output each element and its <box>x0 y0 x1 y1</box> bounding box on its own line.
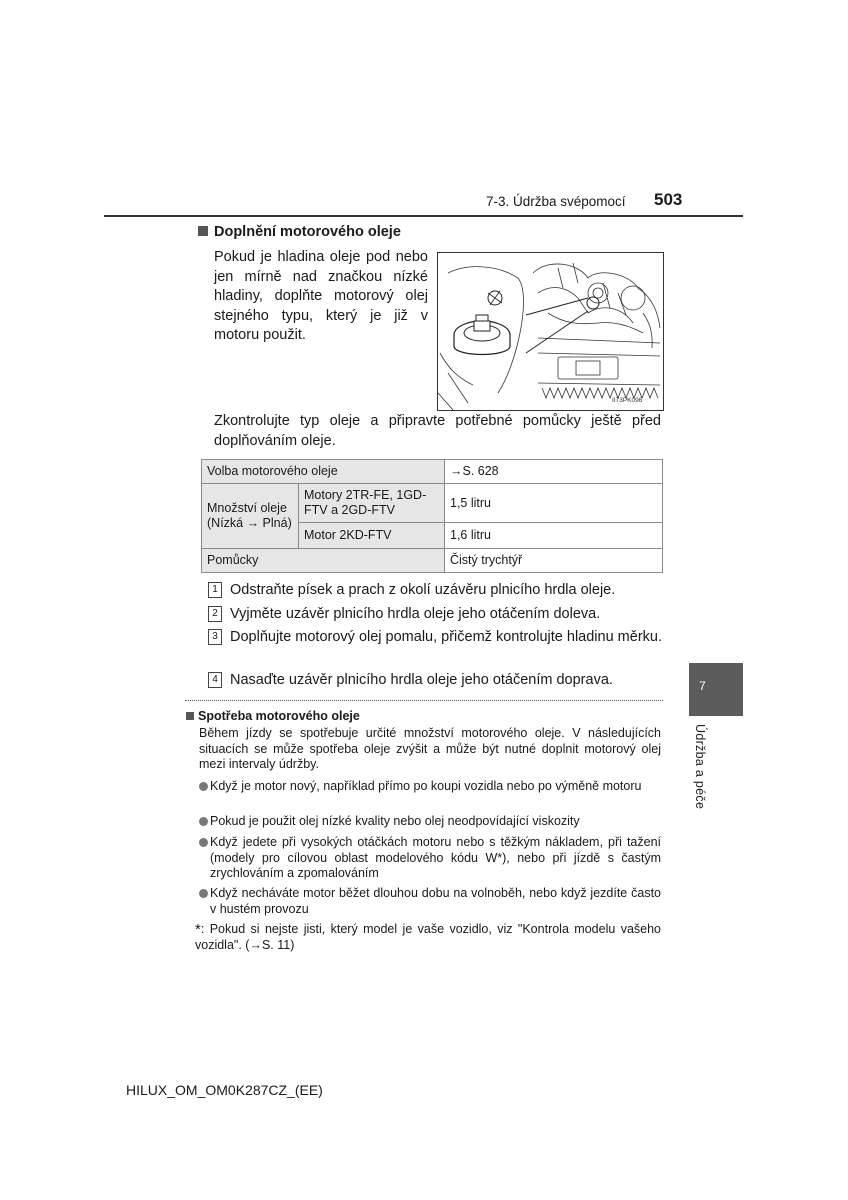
list-item <box>199 779 661 795</box>
list-item-text: Když jedete při vysokých otáčkách motoru nebo s těžkým nákladem, při tažení (modely pro cílovou oblast modelového kódu W*), nebo při jízdě s častým zrychlováním a zpomalováním <box>210 835 661 880</box>
table-cell-value: →S. 628 <box>445 460 663 484</box>
table-cell-value: 1,6 litru <box>445 523 663 549</box>
list-item <box>199 814 661 830</box>
list-item <box>199 835 661 882</box>
list-item-text: Pokud je použit olej nízké kvality nebo olej neodpovídající viskozity <box>210 814 580 828</box>
square-bullet-icon <box>186 712 194 720</box>
chapter-label: Údržba a péče <box>693 724 707 810</box>
step-text: Doplňujte motorový olej pomalu, přičemž kontrolujte hladinu měrku. <box>230 629 662 645</box>
running-header-section: 7-3. Údržba svépomocí <box>486 194 626 209</box>
note-title-text: Spotřeba motorového oleje <box>198 709 360 723</box>
table-cell-subcategory: Motory 2TR-FE, 1GD-FTV a 2GD-FTV <box>299 484 445 523</box>
engine-bay-drawing <box>438 253 663 410</box>
intro-paragraph: Pokud je hladina oleje pod nebo jen mírně nad značkou nízké hladiny, doplňte motorový olej stejného typu, který je již v motoru použit. <box>214 249 428 343</box>
section-title <box>198 224 401 240</box>
dotted-separator <box>185 700 663 701</box>
step-number: 3 <box>208 629 222 645</box>
step-item <box>208 604 662 624</box>
list-item-text: Když necháváte motor běžet dlouhou dobu na volnoběh, nebo když jezdíte často v hustém provozu <box>210 886 661 916</box>
page-number: 503 <box>654 190 683 209</box>
bullet-dot-icon <box>199 838 208 847</box>
step-number: 1 <box>208 582 222 598</box>
bullet-dot-icon <box>199 889 208 898</box>
step-number: 4 <box>208 672 222 688</box>
step-item <box>208 670 662 690</box>
list-item-text: Když je motor nový, například přímo po koupi vozidla nebo po výměně motoru <box>210 779 642 793</box>
engine-bay-illustration <box>437 252 664 411</box>
footnote-text: : Pokud si nejste jisti, který model je vaše vozidlo, viz "Kontrola modelu vašeho vozidla". (→S. 11) <box>195 922 661 952</box>
square-bullet-icon <box>198 226 208 236</box>
step-text: Nasaďte uzávěr plnicího hrdla oleje jeho otáčením doprava. <box>230 672 613 688</box>
step-number: 2 <box>208 606 222 622</box>
oil-cap-magnified <box>454 291 510 355</box>
footnote-mark: * <box>195 921 201 938</box>
table-cell-value: Čistý trychtýř <box>445 549 663 573</box>
note-title <box>186 709 360 723</box>
table-row <box>202 460 663 484</box>
step-item <box>208 627 662 647</box>
table-cell-value: 1,5 litru <box>445 484 663 523</box>
table-row <box>202 549 663 573</box>
document-code: HILUX_OM_OM0K287CZ_(EE) <box>126 1082 323 1098</box>
step-item <box>208 580 662 600</box>
footnote <box>195 922 661 953</box>
table-cell-subcategory: Motor 2KD-FTV <box>299 523 445 549</box>
check-paragraph: Zkontrolujte typ oleje a připravte potřebné pomůcky ještě před doplňováním oleje. <box>214 413 661 449</box>
oil-spec-table <box>201 459 663 573</box>
table-cell-label: Množství oleje (Nízká → Plná) <box>202 484 299 549</box>
figure-code: II73PK096 <box>612 397 643 404</box>
chapter-tab <box>689 663 743 716</box>
table-cell-label: Pomůcky <box>202 549 445 573</box>
table-cell-label: Volba motorového oleje <box>202 460 445 484</box>
step-text: Vyjměte uzávěr plnicího hrdla oleje jeho otáčením doleva. <box>230 606 601 622</box>
bullet-dot-icon <box>199 782 208 791</box>
table-row <box>202 484 663 523</box>
section-title-text: Doplnění motorového oleje <box>214 224 401 240</box>
header-rule <box>104 215 743 217</box>
note-paragraph: Během jízdy se spotřebuje určité množství motorového oleje. V následujících situacích se může spotřeba oleje zvýšit a může být nutné doplnit motorový olej mezi intervaly údržby. <box>199 726 661 771</box>
list-item <box>199 886 661 917</box>
chapter-number: 7 <box>699 679 706 693</box>
bullet-dot-icon <box>199 817 208 826</box>
step-text: Odstraňte písek a prach z okolí uzávěru plnicího hrdla oleje. <box>230 582 616 598</box>
